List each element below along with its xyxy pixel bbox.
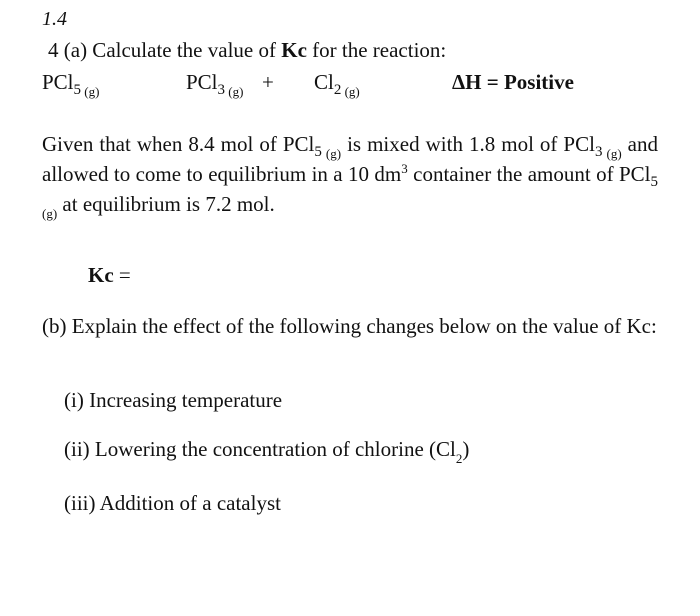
product2-subscript: 2 [333,82,342,98]
given-text-2: is mixed with 1.8 mol of PCl [341,132,595,156]
given-text-5: at equilibrium is 7.2 mol. [57,192,275,216]
given-state-4: (g) [42,206,58,221]
reactant-subscript: 5 [73,82,82,98]
item-ii-subscript: 2 [455,451,463,466]
part-a-prompt-pre: 4 (a) Calculate the value of [48,38,282,62]
equation-product2 [314,70,360,99]
product1-formula: PCl [186,70,218,94]
equation-plus: + [262,70,274,94]
given-sub-4: 5 [650,174,658,190]
given-sub-1: 5 [314,144,322,160]
kc-label: Kc [88,263,114,287]
reactant-state: (g) [81,84,100,99]
part-a-prompt [48,38,446,63]
product1-state: (g) [225,84,244,99]
enthalpy-change: ΔH = Positive [452,70,574,94]
given-paragraph [42,131,658,220]
given-state-1: (g) [321,146,342,161]
part-b-item-ii [64,437,470,466]
part-b-item-i: (i) Increasing temperature [64,388,283,412]
kc-equals: = [113,263,131,287]
question-number: 1.4 [42,8,67,30]
product2-state: (g) [341,84,360,99]
given-sub-2: 3 [594,144,603,160]
equation-product1 [186,70,244,99]
item-ii-text: (ii) Lowering the concentration of chlorine (Cl [64,437,456,461]
equation-reactant [42,70,100,99]
item-ii-close: ) [462,437,470,461]
given-text-1: Given that when 8.4 mol of PCl [42,132,315,156]
given-text-3: and allowed to come to equilibrium in a 10 dm [42,132,658,186]
part-a-prompt-post: for the reaction: [306,38,447,62]
part-b-item-iii: (iii) Addition of a catalyst [64,491,281,515]
given-text-4: container the amount of PCl [407,162,651,186]
given-sup-3: 3 [401,161,408,176]
product1-subscript: 3 [217,82,226,98]
given-state-2: (g) [602,146,622,161]
part-a-prompt-kc: Kc [281,38,307,62]
part-b-prompt: (b) Explain the effect of the following changes below on the value of Kc: [42,314,657,338]
kc-answer-line [88,263,131,288]
reactant-formula: PCl [42,70,74,94]
product2-formula: Cl [314,70,334,94]
